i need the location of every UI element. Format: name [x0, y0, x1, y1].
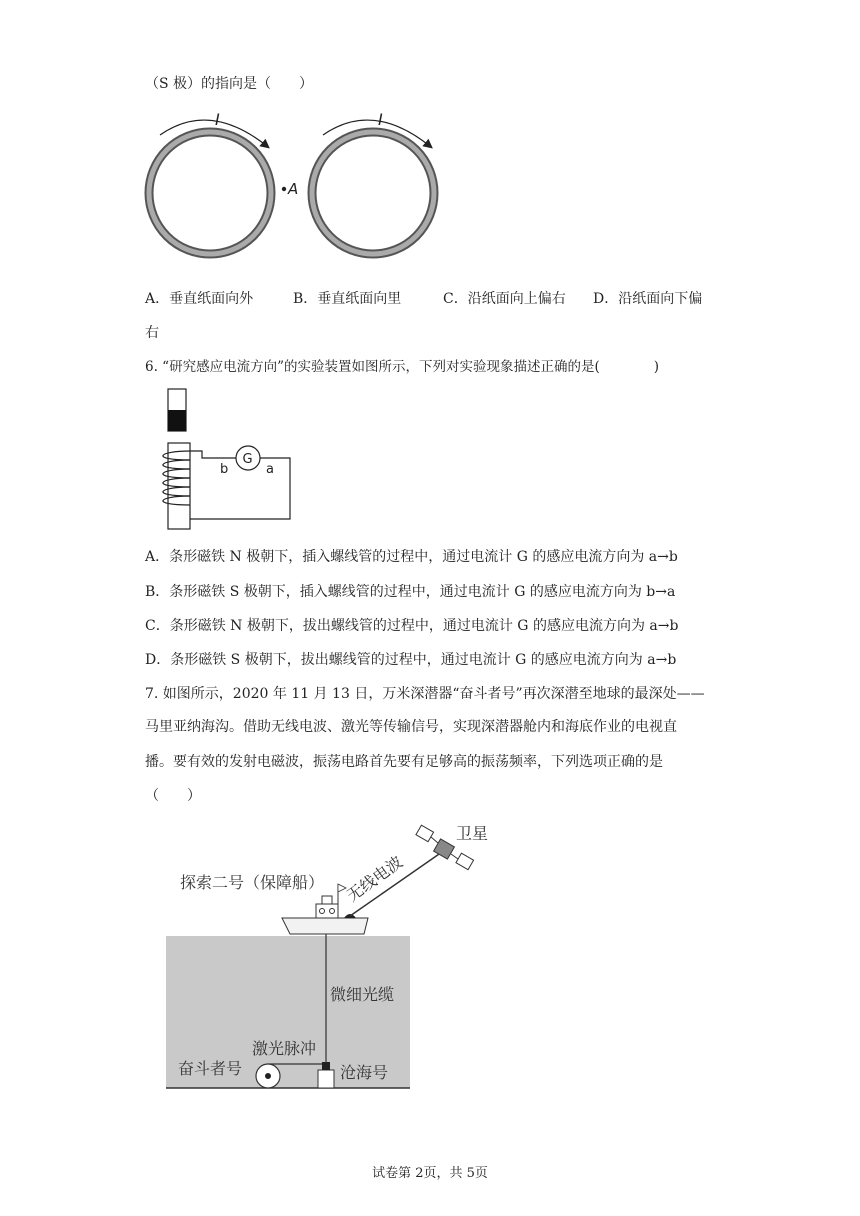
q5-option-a: A．垂直纸面向外 [145, 291, 254, 307]
point-a-label: A [288, 180, 299, 198]
satellite-label: 卫星 [456, 824, 489, 843]
page-footer: 试卷第 2页，共 5页 [372, 1166, 488, 1181]
q6-option-d: D．条形磁铁 S 极朝下，拔出螺线管的过程中，通过电流计 G 的感应电流方向为 a→b [145, 652, 677, 668]
left-current-label: I [215, 110, 220, 129]
q7-deep-sea-figure [160, 818, 500, 1093]
terminal-b-label: b [220, 462, 229, 477]
fiber-cable-label: 微细光缆 [330, 985, 395, 1004]
q7-stem-line-2: 马里亚纳海沟。借助无线电波、激光等传输信号，实现深潜器舱内和海底作业的电视直 [145, 719, 677, 735]
q6-option-a: A．条形磁铁 N 极朝下，插入螺线管的过程中，通过电流计 G 的感应电流方向为 a→b [145, 549, 678, 565]
canghai-lander [318, 1070, 334, 1088]
q7-stem-line-3: 播。要有效的发射电磁波，振荡电路首先要有足够高的振荡频率，下列选项正确的是 [145, 754, 663, 770]
radio-wave-label: 无线电波 [343, 852, 407, 906]
q5-two-loops-figure [140, 105, 450, 275]
q5-option-d-wrap: 右 [145, 325, 159, 341]
q7-stem-line-1: 7. 如图所示，2020 年 11 月 13 日，万米深潜器“奋斗者号”再次深潜至地球的最深处—— [145, 686, 705, 702]
q6-option-c: C．条形磁铁 N 极朝下，拔出螺线管的过程中，通过电流计 G 的感应电流方向为 a→b [145, 618, 679, 634]
q7-stem-line-4: （ ） [145, 788, 201, 804]
right-current-label: I [378, 110, 383, 129]
q5-option-b: B．垂直纸面向里 [293, 291, 402, 307]
q6-option-b: B．条形磁铁 S 极朝下，插入螺线管的过程中，通过电流计 G 的感应电流方向为 b→a [145, 584, 676, 600]
q6-stem: 6. “研究感应电流方向”的实验装置如图所示，下列对实验现象描述正确的是( ) [145, 359, 660, 375]
laser-pulse-label: 激光脉冲 [252, 1039, 317, 1058]
canghai-label: 沧海号 [340, 1063, 389, 1082]
q6-solenoid-figure [140, 385, 300, 535]
q5-stem-tail: （S 极）的指向是（ ） [145, 76, 314, 92]
galvanometer-label: G [242, 452, 253, 467]
fendouzhe-label: 奋斗者号 [178, 1059, 243, 1078]
ship-hull [282, 918, 368, 934]
q5-option-c: C．沿纸面向上偏右 [443, 291, 566, 307]
point-a-dot [282, 187, 286, 191]
terminal-a-label: a [266, 462, 274, 477]
ship-label: 探索二号（保障船） [180, 873, 325, 892]
q5-option-d: D．沿纸面向下偏 [593, 291, 703, 307]
